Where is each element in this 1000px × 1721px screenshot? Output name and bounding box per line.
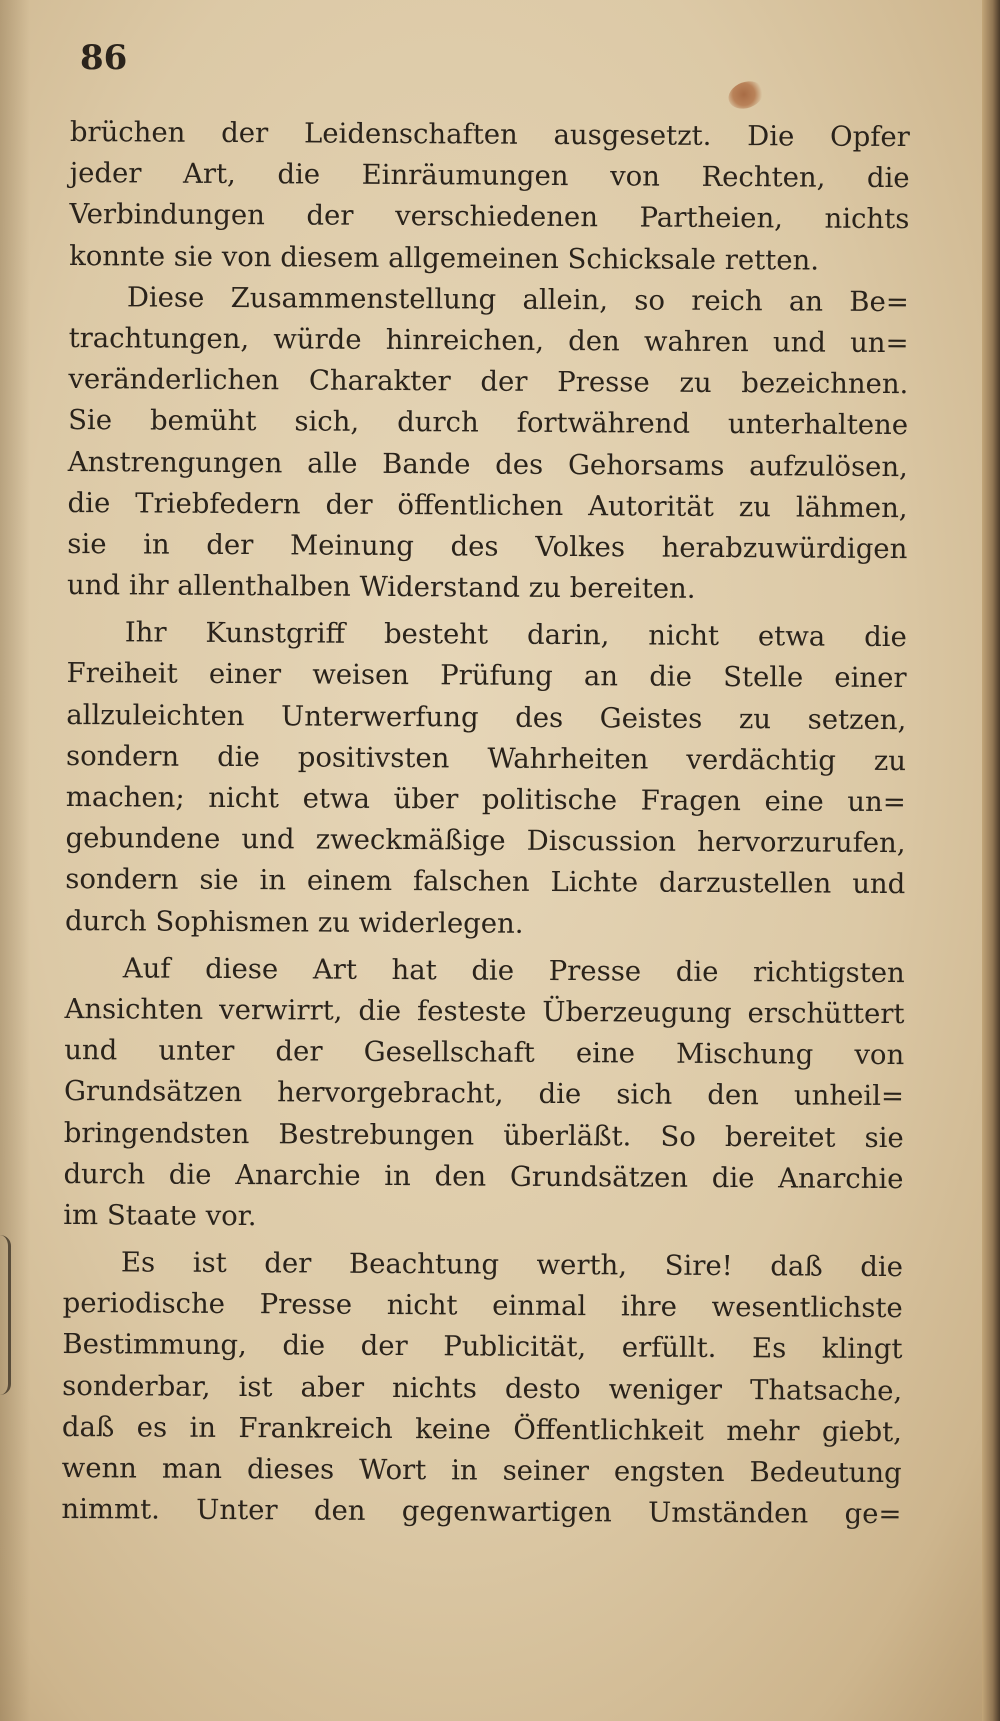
text-line: trachtungen, würde hinreichen, den wahren und un= bbox=[68, 321, 909, 360]
text-line: Verbindungen der verschiedenen Partheien, nichts bbox=[69, 198, 910, 236]
text-line: im Staate vor. bbox=[63, 1198, 257, 1233]
text-line: sondern die positivsten Wahrheiten verdächtig zu bbox=[65, 739, 907, 777]
body-text bbox=[61, 112, 910, 1535]
paragraph bbox=[67, 277, 909, 612]
page-number: 86 bbox=[80, 38, 128, 78]
text-line: daß es in Frankreich keine Öffentlichkeit mehr giebt, bbox=[61, 1410, 903, 1448]
text-line: Grundsätzen hervorgebracht, die sich den unheil= bbox=[63, 1075, 905, 1113]
binding-mark bbox=[0, 1235, 11, 1395]
text-line: sie in der Meinung des Volkes herabzuwürdigen bbox=[67, 527, 908, 565]
text-line: Ansichten verwirrt, die festeste Überzeugung erschüttert bbox=[64, 992, 905, 1031]
paper-stain bbox=[725, 77, 768, 114]
text-line: konnte sie von diesem allgemeinen Schicksale retten. bbox=[69, 239, 820, 277]
text-line: jeder Art, die Einräumungen von Rechten, die bbox=[69, 157, 910, 195]
text-line: nimmt. Unter den gegenwartigen Umständen ge= bbox=[61, 1493, 902, 1531]
text-line: Freiheit einer weisen Prüfung an die Stelle einer bbox=[66, 657, 907, 695]
text-line: veränderlichen Charakter der Presse zu bezeichnen. bbox=[68, 363, 909, 401]
text-line: Es ist der Beachtung werth, Sire! daß die bbox=[120, 1246, 904, 1284]
paragraph bbox=[63, 948, 905, 1241]
text-line: und unter der Gesellschaft eine Mischung von bbox=[64, 1034, 905, 1072]
text-line: Ihr Kunstgriff besteht darin, nicht etwa die bbox=[124, 616, 907, 654]
gutter-shadow bbox=[0, 0, 30, 1721]
text-line: sondern sie in einem falschen Lichte darzustellen und bbox=[65, 863, 906, 901]
text-line: die Triebfedern der öffentlichen Autorität zu lähmen, bbox=[67, 486, 908, 524]
text-line: Auf diese Art hat die Presse die richtigsten bbox=[122, 952, 905, 989]
text-line: durch die Anarchie in den Grundsätzen die Anarchie bbox=[63, 1157, 904, 1195]
text-line: allzuleichten Unterwerfung des Geistes zu setzen, bbox=[66, 698, 907, 736]
text-line: gebundene und zweckmäßige Discussion hervorzurufen, bbox=[65, 822, 906, 860]
text-line: Bestimmung, die der Publicität, erfüllt. Es klingt bbox=[62, 1328, 903, 1366]
paragraph bbox=[65, 612, 907, 947]
text-line: sonderbar, ist aber nichts desto weniger Thatsache, bbox=[62, 1369, 903, 1407]
text-line: Sie bemüht sich, durch fortwährend unterhaltene bbox=[68, 404, 909, 442]
paragraph bbox=[61, 1242, 903, 1535]
text-line: durch Sophismen zu widerlegen. bbox=[64, 904, 524, 940]
text-line: periodische Presse nicht einmal ihre wesentlichste bbox=[62, 1287, 903, 1325]
text-line: machen; nicht etwa über politische Fragen eine un= bbox=[65, 780, 906, 819]
text-line: bringendsten Bestrebungen überläßt. So bereitet sie bbox=[63, 1116, 904, 1154]
text-line: Diese Zusammenstellung allein, so reich an Be= bbox=[126, 281, 909, 318]
page-edge bbox=[982, 0, 1000, 1721]
text-line: wenn man dieses Wort in seiner engsten Bedeutung bbox=[61, 1451, 902, 1490]
paragraph bbox=[69, 112, 910, 282]
text-line: Anstrengungen alle Bande des Gehorsams aufzulösen, bbox=[67, 445, 908, 483]
text-line: brüchen der Leidenschaften ausgesetzt. Die Opfer bbox=[69, 115, 910, 154]
text-line: und ihr allenthalben Widerstand zu bereiten. bbox=[67, 569, 696, 605]
